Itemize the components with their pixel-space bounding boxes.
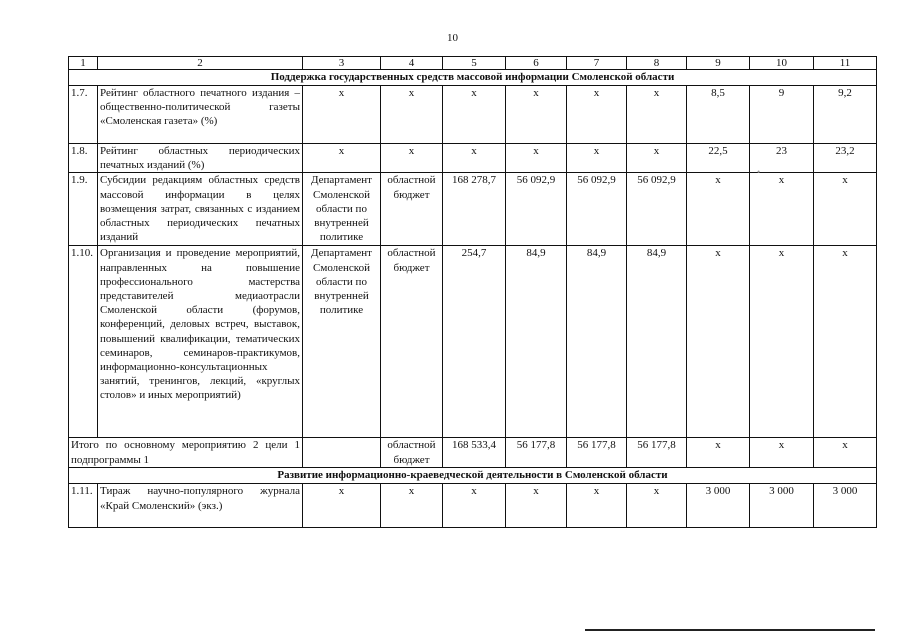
cell-source: областной бюджет [381, 438, 443, 468]
section-title: Поддержка государственных средств массовой информации Смоленской области [69, 70, 877, 86]
row-description: Рейтинг областных периодических печатных изданий (%) [98, 144, 303, 173]
row-number: 1.10. [69, 246, 98, 438]
cell-indicator3: 3 000 [814, 484, 877, 528]
cell-indicator1: х [687, 438, 750, 468]
cell-indicator2: х [750, 173, 814, 246]
cell-source: областной бюджет [381, 246, 443, 438]
table-row [69, 144, 877, 173]
cell-year2: 56 177,8 [567, 438, 627, 468]
cell-indicator1: х [687, 246, 750, 438]
cell-indicator2: х [750, 246, 814, 438]
cell-year2: 84,9 [567, 246, 627, 438]
table-row [69, 86, 877, 144]
cell-executor: х [303, 484, 381, 528]
header-cell: 2 [98, 57, 303, 70]
section-row [69, 468, 877, 484]
cell-source: х [381, 144, 443, 173]
cell-year2: х [567, 484, 627, 528]
cell-executor: х [303, 144, 381, 173]
cell-year1: 56 177,8 [506, 438, 567, 468]
header-cell: 7 [567, 57, 627, 70]
header-cell: 10 [750, 57, 814, 70]
cell-indicator3: х [814, 173, 877, 246]
row-description: Тираж научно-популярного журнала «Край Смоленский» (экз.) [98, 484, 303, 528]
cell-year1: х [506, 144, 567, 173]
header-cell: 3 [303, 57, 381, 70]
cell-total: х [443, 86, 506, 144]
cell-indicator2: х [750, 438, 814, 468]
header-cell: 8 [627, 57, 687, 70]
header-cell: 4 [381, 57, 443, 70]
row-number: 1.7. [69, 86, 98, 144]
total-row [69, 438, 877, 468]
cell-indicator1: 8,5 [687, 86, 750, 144]
row-description: Субсидии редакциям областных средств массовой информации в целях возмещения затрат, связанных с изданием областных периодических печатных изданий [98, 173, 303, 246]
cell-year1: х [506, 86, 567, 144]
table-row [69, 173, 877, 246]
row-description: Рейтинг областного печатного издания – общественно-политической газеты «Смоленская газета» (%) [98, 86, 303, 144]
cell-indicator3: х [814, 246, 877, 438]
cell-year3: 56 177,8 [627, 438, 687, 468]
cell-indicator2: 23 [750, 144, 814, 173]
cell-year1: 84,9 [506, 246, 567, 438]
cell-year2: х [567, 86, 627, 144]
cell-total: 254,7 [443, 246, 506, 438]
cell-year1: х [506, 484, 567, 528]
cell-indicator3: х [814, 438, 877, 468]
cell-source: х [381, 484, 443, 528]
table-row [69, 246, 877, 438]
program-table [68, 56, 877, 528]
cell-indicator2: 9 [750, 86, 814, 144]
header-cell: 9 [687, 57, 750, 70]
cell-total: х [443, 484, 506, 528]
row-number: 1.9. [69, 173, 98, 246]
row-number: 1.11. [69, 484, 98, 528]
cell-indicator1: х [687, 173, 750, 246]
cell-executor: Департамент Смоленской области по внутренней политике [303, 246, 381, 438]
cell-total: 168 278,7 [443, 173, 506, 246]
cell-executor: Департамент Смоленской области по внутренней политике [303, 173, 381, 246]
header-cell: 6 [506, 57, 567, 70]
column-number-row [69, 57, 877, 70]
cell-total: 168 533,4 [443, 438, 506, 468]
cell-year3: х [627, 86, 687, 144]
header-cell: 11 [814, 57, 877, 70]
row-number: 1.8. [69, 144, 98, 173]
cell-executor: х [303, 86, 381, 144]
cell-indicator1: 22,5 [687, 144, 750, 173]
table-row [69, 484, 877, 528]
section-title: Развитие информационно-краеведческой деятельности в Смоленской области [69, 468, 877, 484]
cell-source: х [381, 86, 443, 144]
page-number: 10 [447, 32, 458, 44]
header-cell: 1 [69, 57, 98, 70]
cell-executor [303, 438, 381, 468]
cell-year1: 56 092,9 [506, 173, 567, 246]
cell-year3: х [627, 484, 687, 528]
bottom-rule [585, 629, 875, 631]
header-cell: 5 [443, 57, 506, 70]
cell-indicator1: 3 000 [687, 484, 750, 528]
cell-year2: х [567, 144, 627, 173]
cell-year3: 84,9 [627, 246, 687, 438]
cell-total: х [443, 144, 506, 173]
cell-year3: 56 092,9 [627, 173, 687, 246]
cell-indicator3: 9,2 [814, 86, 877, 144]
cell-indicator2: 3 000 [750, 484, 814, 528]
cell-indicator3: 23,2 [814, 144, 877, 173]
cell-source: областной бюджет [381, 173, 443, 246]
cell-year2: 56 092,9 [567, 173, 627, 246]
section-row [69, 70, 877, 86]
scan-mark: • [757, 167, 761, 177]
total-label: Итого по основному мероприятию 2 цели 1 подпрограммы 1 [69, 438, 303, 468]
row-description: Организация и проведение мероприятий, направленных на повышение профессионального мастерства представителей медиаотрасли Смоленской области (форумов, конференций, деловых встреч, выставок, повышений квалификации, тематических семинаров, семинаров-практикумов, информационно-консультационных занятий, тренингов, лекций, «круглых столов» и иных мероприятий) [98, 246, 303, 438]
cell-year3: х [627, 144, 687, 173]
